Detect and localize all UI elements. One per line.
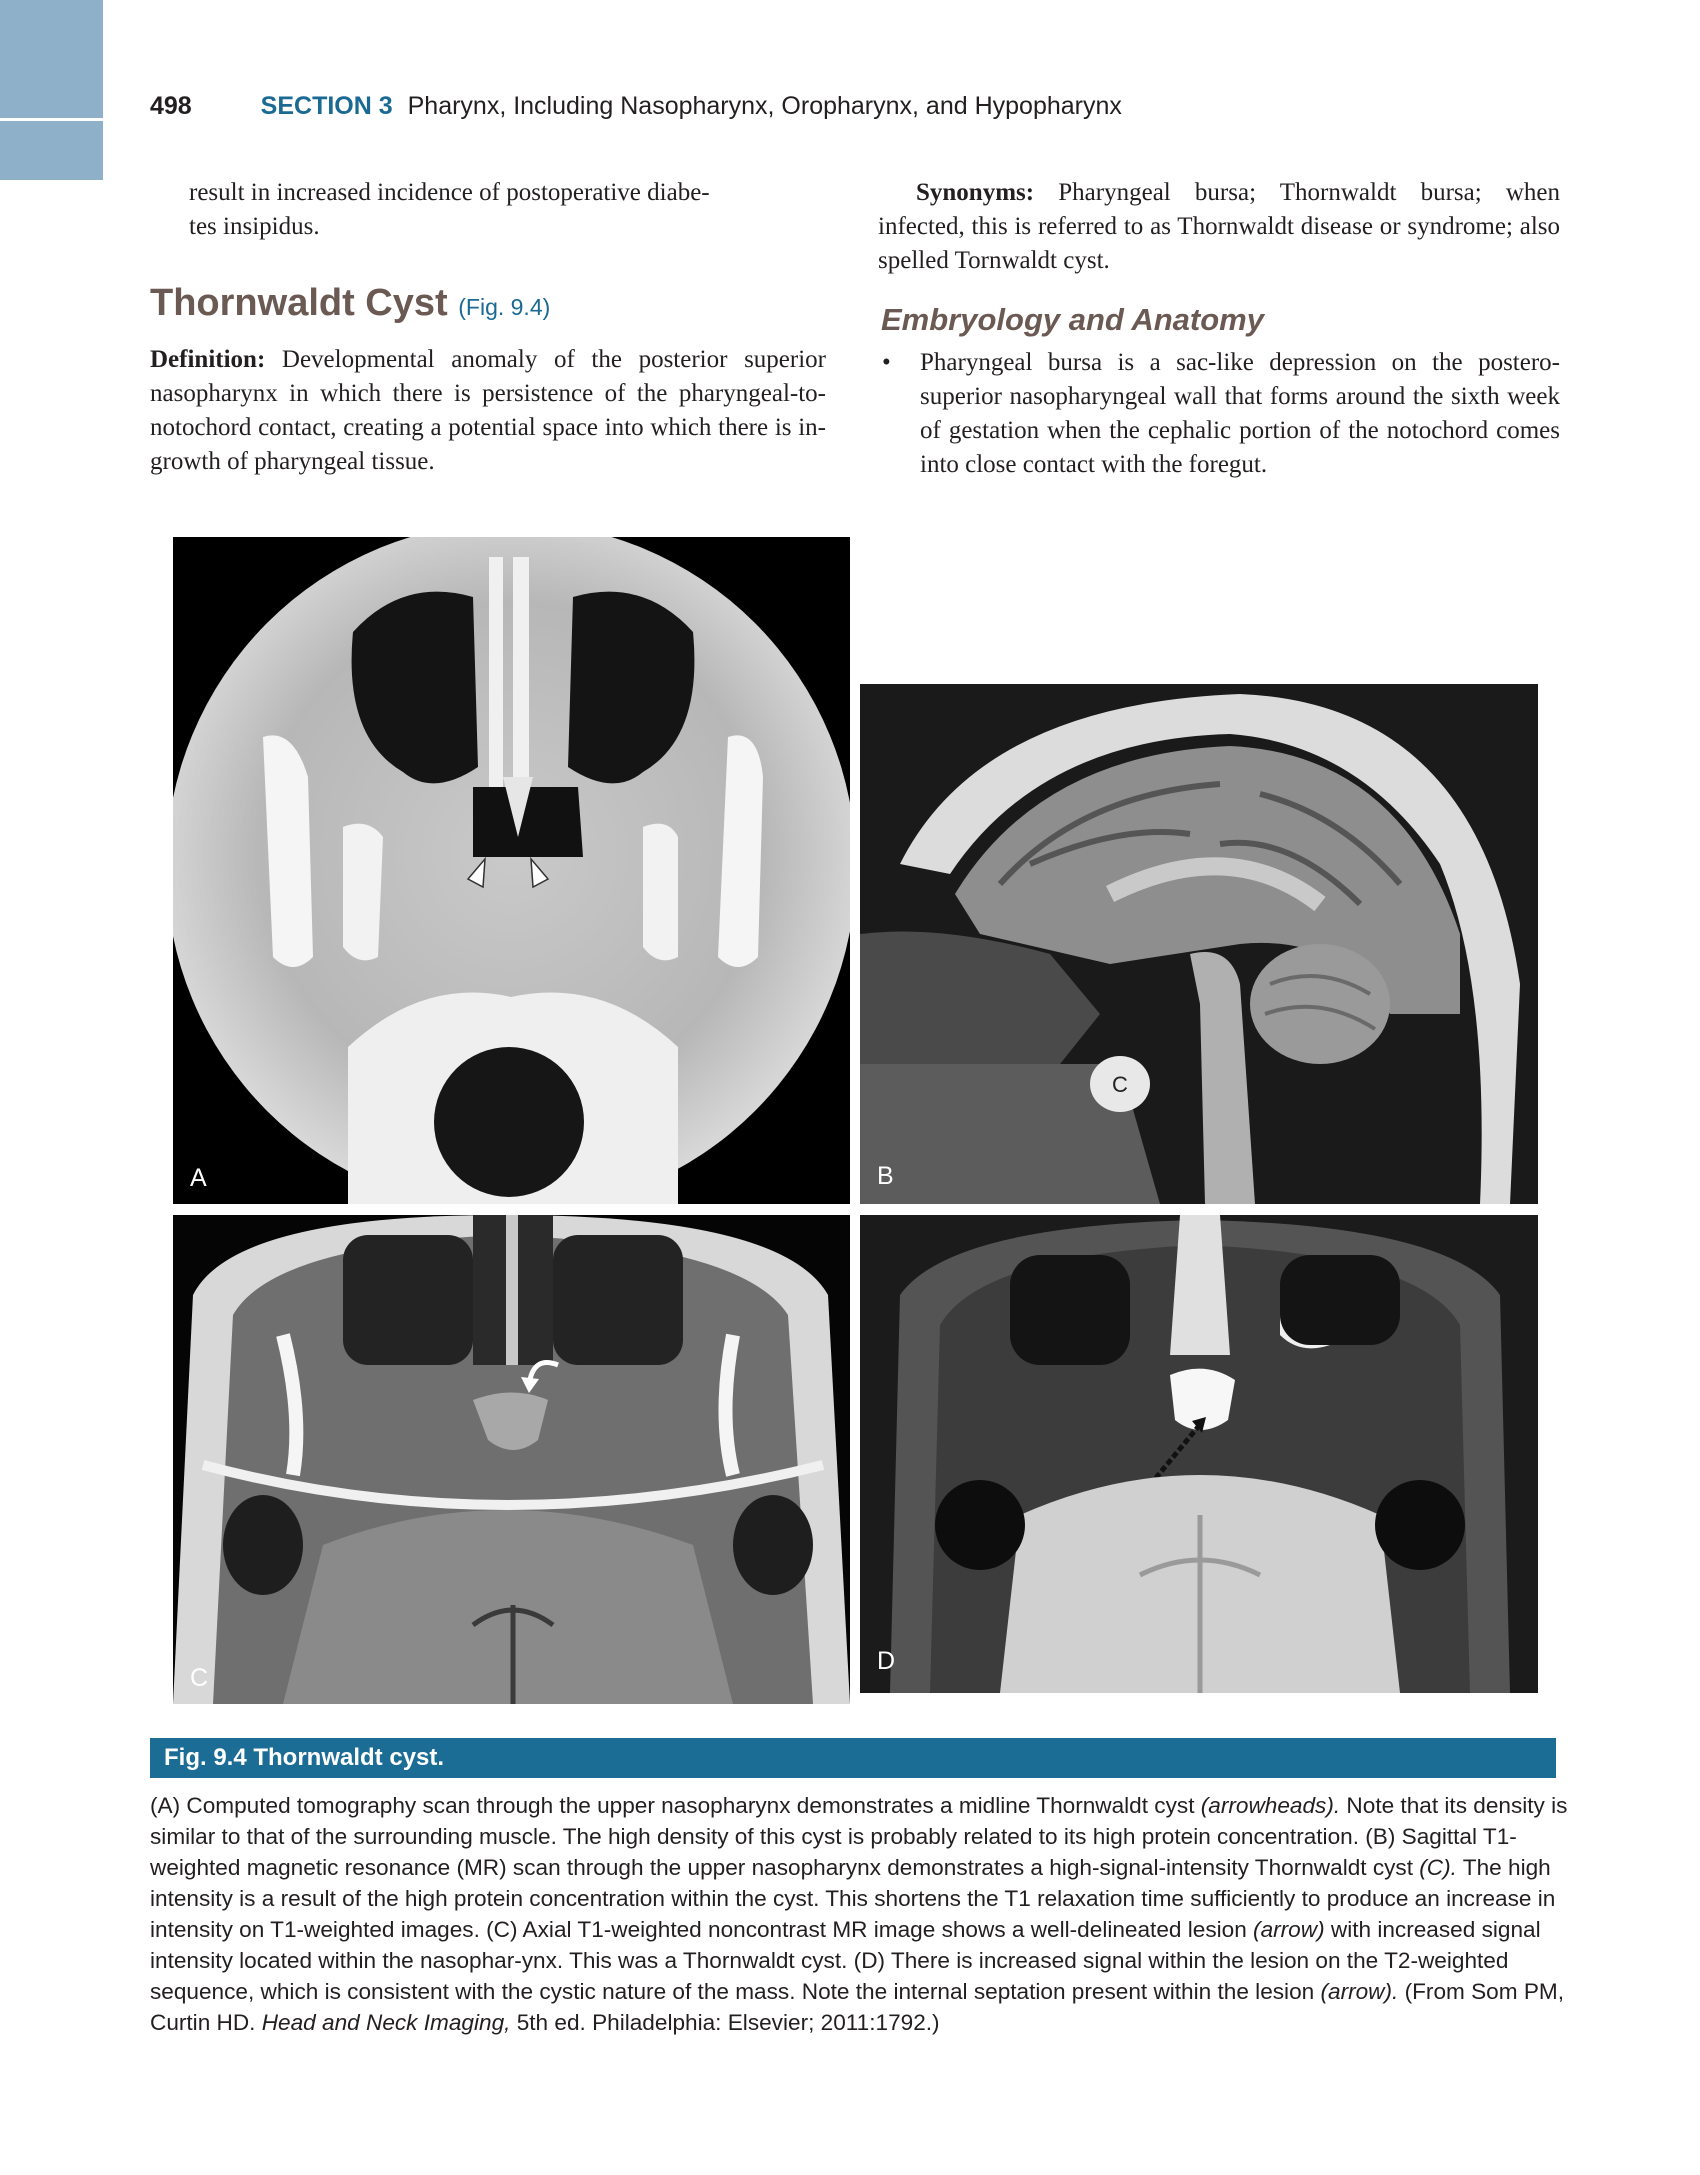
mri-axial-t1-image [173,1215,850,1704]
figure-panel-c [173,1215,850,1704]
list-item [878,346,1560,482]
synonyms-text: Pharyngeal bursa; Thornwaldt bursa; when infected, this is referred to as Thornwaldt disease or syndrome; also spelled Tornwaldt cyst. [878,179,1560,274]
heading-title: Thornwaldt Cyst [150,282,448,324]
caption-italic-4: (arrow). [1320,1979,1399,2004]
embryology-bullet-list [878,346,1560,482]
section-title: Pharynx, Including Nasopharynx, Oropharynx, and Hypopharynx [407,92,1122,120]
caption-part-5: (From Som PM, Curtin HD. [150,1979,1565,2035]
definition-paragraph [150,343,826,479]
cyst-marker: C [1112,1072,1128,1097]
page-edge-tab [0,0,103,180]
bullet-text: Pharyngeal bursa is a sac-like depression on the postero-superior nasopharyngeal wall that forms around the sixth week of gestation when the cephalic portion of the notochord comes into close contact with the foregut. [920,349,1560,478]
figure-panel-d [860,1215,1538,1693]
definition-text: Developmental anomaly of the posterior superior nasopharynx in which there is persistence of the pharyngeal-to-notochord contact, creating a potential space into which there is in-growth of pharyngeal tissue. [150,346,826,475]
caption-italic-1: (arrowheads). [1200,1793,1341,1818]
section-label: SECTION 3 [260,92,393,120]
continued-text [189,176,829,244]
caption-italic-5: Head and Neck Imaging, [261,2010,511,2035]
page-edge-tab-rule [0,118,103,121]
caption-italic-3: (arrow) [1253,1917,1325,1942]
caption-part-4: with increased signal intensity located within the nasophar-ynx. This was a Thornwaldt cyst. (D) There is increased signal within the lesion on the T2-weighted sequence, which is consistent with the cystic nature of the mass. Note the internal septation present within the lesion [150,1917,1541,2004]
caption-part-2: Note that its density is similar to that of the surrounding muscle. The high density of this cyst is probably related to its high protein concentration. (B) Sagittal T1-weighted magnetic resonance (MR) scan through the upper nasopharynx demonstrates a high-signal-intensity Thornwaldt cyst [150,1793,1568,1880]
figure-caption-text [150,1790,1570,2038]
figure-caption-title: Fig. 9.4 Thornwaldt cyst. [164,1744,445,1771]
figure-caption-bar [150,1738,1556,1778]
caption-italic-2: (C). [1419,1855,1457,1880]
continued-line-1: result in increased incidence of postoperative diabe- [189,179,710,206]
continued-line-2: tes insipidus. [189,213,320,240]
ct-scan-image [173,537,850,1204]
panel-label-d: D [877,1647,896,1675]
caption-part-1: (A) Computed tomography scan through the upper nasopharynx demonstrates a midline Thornwaldt cyst [150,1793,1201,1818]
section-heading [150,282,550,325]
caption-part-6: 5th ed. Philadelphia: Elsevier; 2011:1792.) [510,2010,940,2035]
running-header [150,92,1122,121]
synonyms-label: Synonyms: [916,179,1035,206]
page-number: 498 [150,92,192,120]
definition-label: Definition: [150,346,266,373]
heading-figure-ref: (Fig. 9.4) [458,294,551,320]
bullet-icon: • [882,349,891,376]
mri-axial-t2-image [860,1215,1538,1693]
caption-part-3: The high intensity is a result of the high protein concentration within the cyst. This shortens the T1 relaxation time sufficiently to produce an increase in intensity on T1-weighted images. (C) Axial T1-weighted noncontrast MR image shows a well-delineated lesion [150,1855,1556,1942]
panel-label-a: A [190,1164,207,1192]
panel-label-c: C [190,1664,209,1692]
synonyms-paragraph [878,176,1560,278]
figure-panel-b [860,684,1538,1204]
subheading-embryology: Embryology and Anatomy [881,302,1264,337]
mri-sagittal-image [860,684,1538,1204]
figure-panel-a [173,537,850,1204]
panel-label-b: B [877,1162,894,1190]
